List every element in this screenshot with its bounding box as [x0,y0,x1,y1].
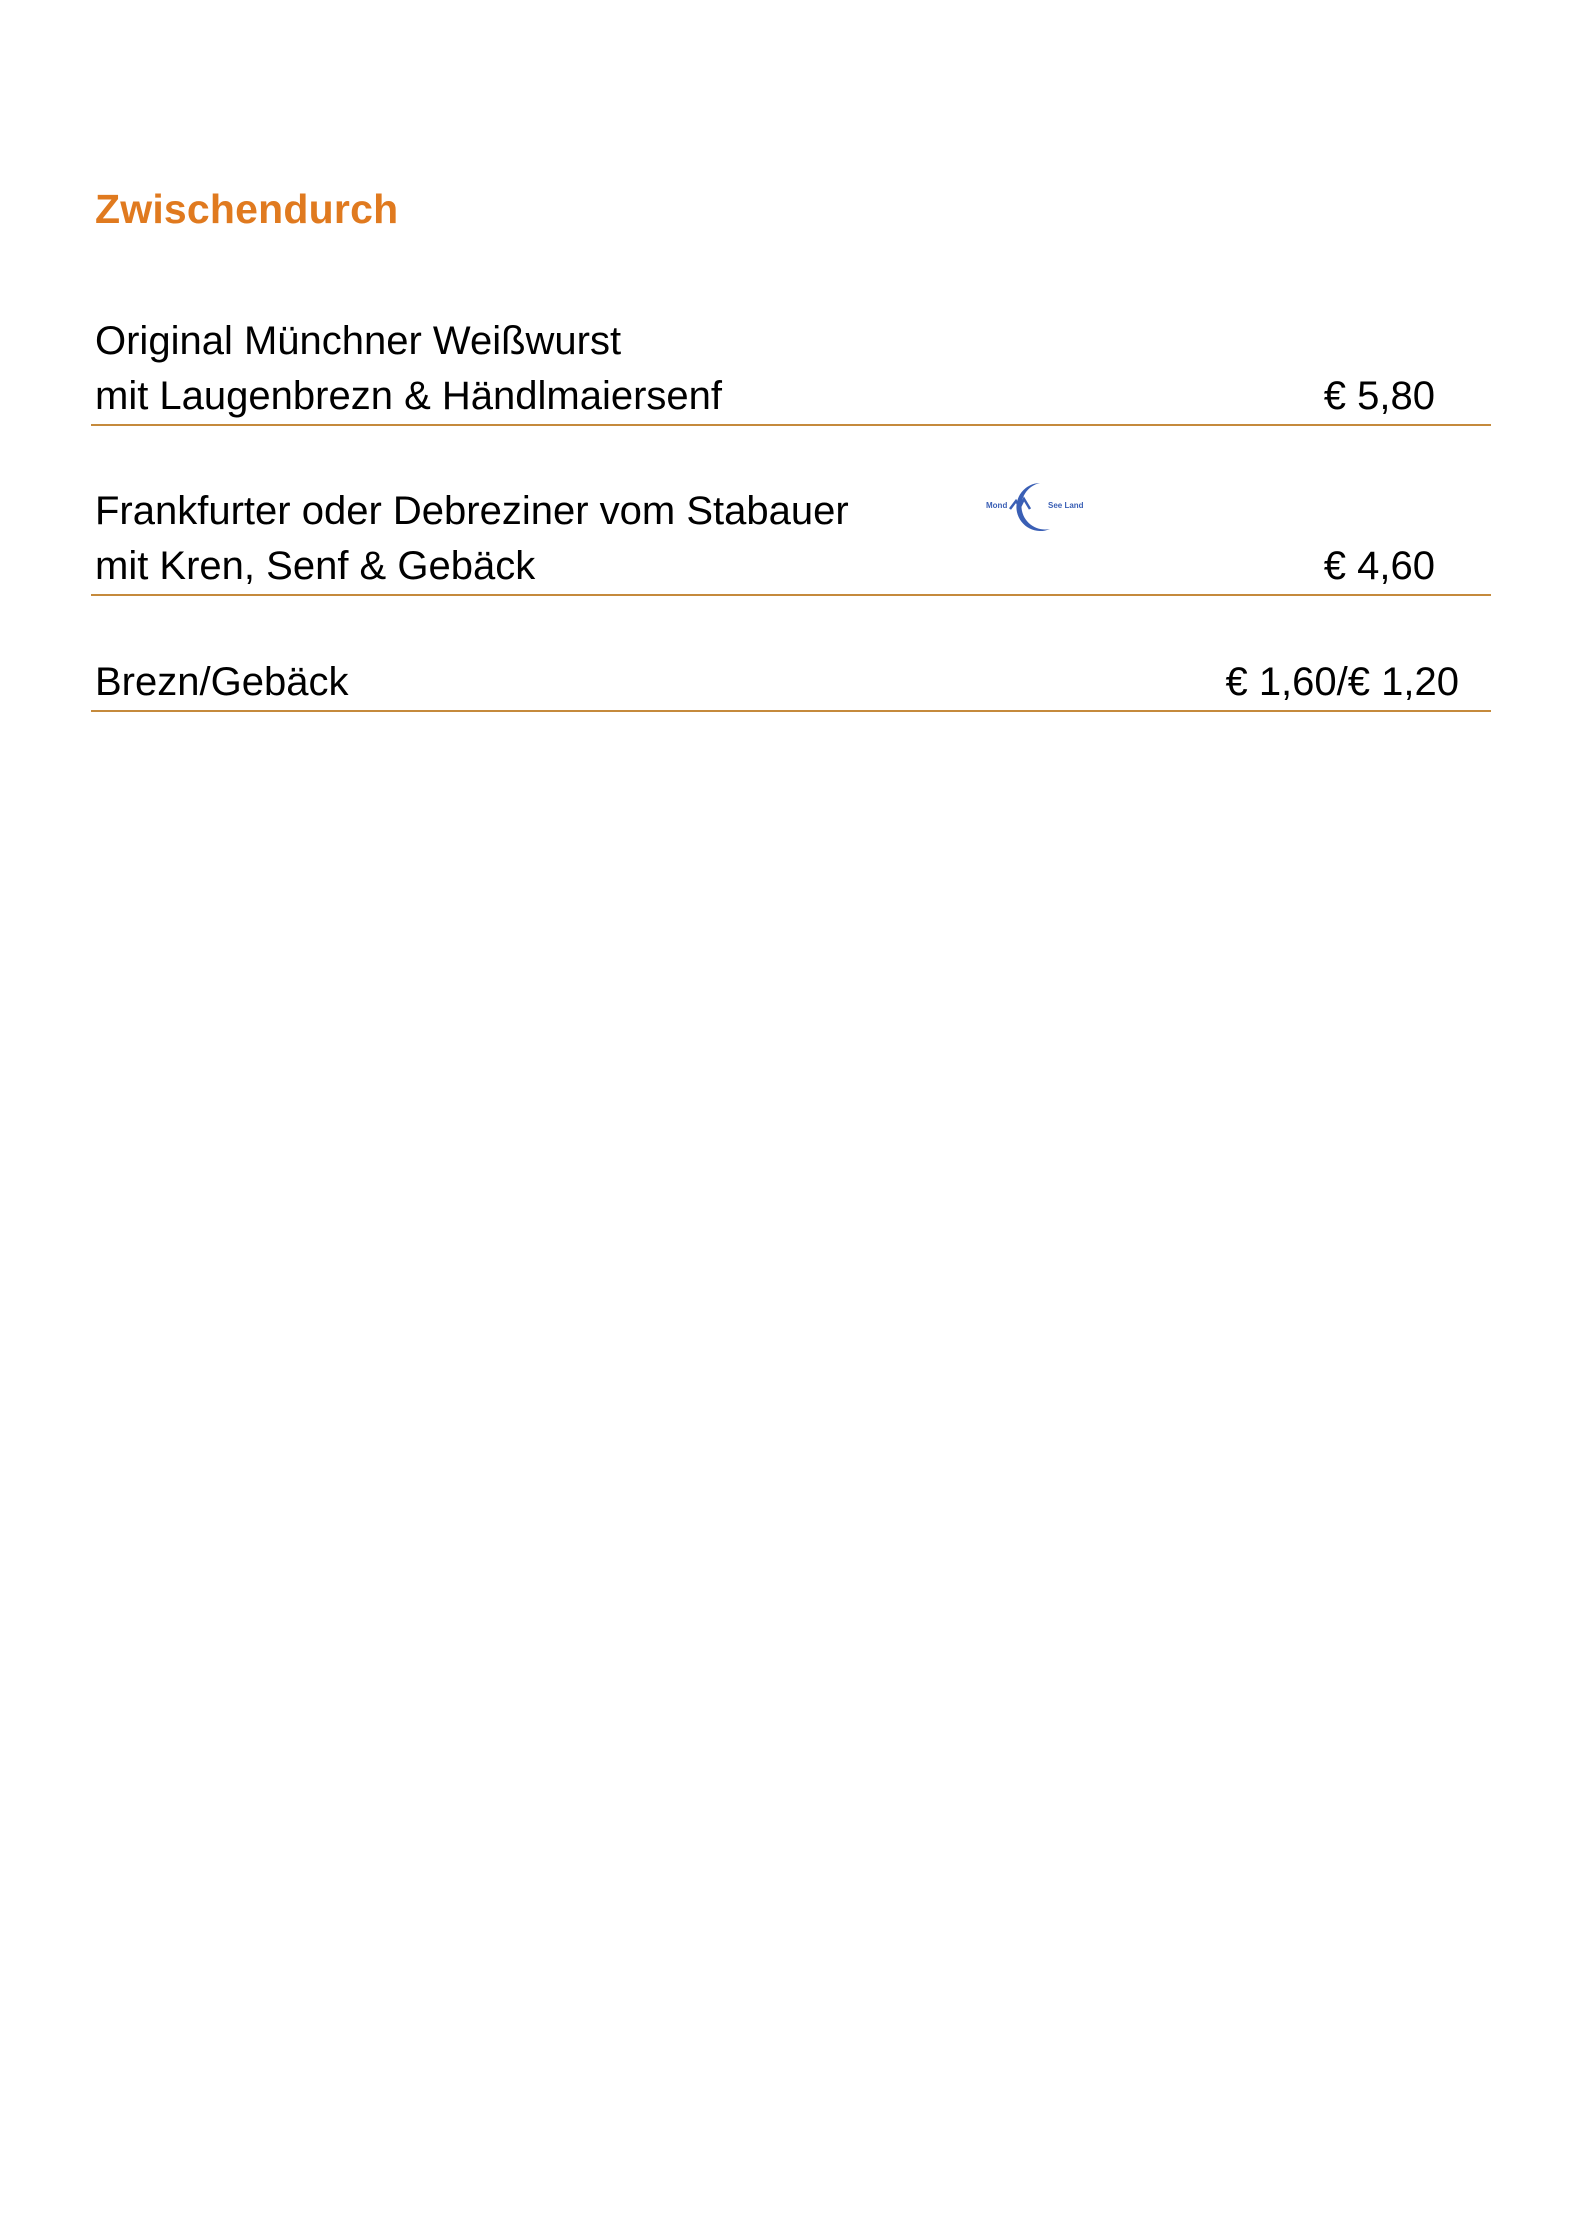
item-divider [91,710,1491,712]
mond-see-land-logo-icon [984,479,1084,537]
item-description: mit Laugenbrezn & Händlmaiersenf [95,374,723,418]
menu-item [91,484,1491,596]
section-title: Zwischendurch [95,186,399,232]
item-name: Brezn/Gebäck [95,660,349,704]
menu-item [91,655,1491,713]
item-name: Original Münchner Weißwurst [95,319,622,363]
menu-item [91,314,1491,426]
item-divider [91,594,1491,596]
item-divider [91,424,1491,426]
item-name: Frankfurter oder Debreziner vom Stabauer [95,489,849,533]
item-price: € 4,60 [1323,544,1435,588]
item-description: mit Kren, Senf & Gebäck [95,544,536,588]
svg-text:Mond: Mond [986,501,1008,510]
item-price: € 5,80 [1323,374,1435,418]
svg-text:See Land: See Land [1048,501,1084,510]
item-price: € 1,60/€ 1,20 [1225,660,1459,704]
